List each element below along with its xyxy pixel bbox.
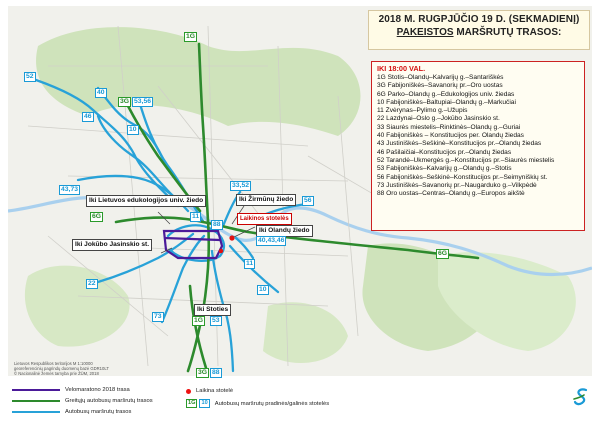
route-item: 73 Justiniškės–Savanorių pr.–Naugarduko g.–Vilkpėdė bbox=[377, 181, 537, 189]
badge-52: 52 bbox=[26, 73, 34, 80]
badge-1g-south: 1G bbox=[194, 317, 204, 324]
route-list bbox=[377, 74, 579, 198]
legend-velomaratonas-label: Velomaratono 2018 trasa bbox=[65, 387, 130, 393]
logo-icon bbox=[572, 386, 592, 408]
route-item: 33 Šiaurės miestelis–Rinktinės–Olandų g.–Guriai bbox=[377, 123, 521, 131]
badge-3g: 3G bbox=[120, 98, 130, 105]
callout-zirmunu: Iki Žirmūnų žiedo bbox=[236, 194, 296, 206]
route-item: 43 Justiniškės–Šeškinė–Konstitucijos pr.–Olandų žiedas bbox=[377, 140, 542, 148]
badge-88-center: 88 bbox=[213, 221, 221, 228]
callout-laikinos: Laikinos stotelės bbox=[237, 213, 292, 225]
legend-greitieji bbox=[12, 398, 153, 404]
badge-22: 22 bbox=[88, 280, 96, 287]
route-item: 11 Žvėrynas–Pylimo g.–Užupis bbox=[377, 107, 468, 115]
badge-53: 53 bbox=[212, 317, 220, 324]
route-item: 6G Parko–Olandų g.–Edukologijos univ. žiedas bbox=[377, 90, 515, 98]
route-item: 88 Oro uostas–Centras–Olandų g.–Europos aikštė bbox=[377, 190, 525, 198]
badge-11: 11 bbox=[246, 260, 254, 267]
legend-pradines-label: Autobusų maršrutų pradinės/galinės stotelės bbox=[214, 400, 330, 407]
badge-73: 73 bbox=[154, 313, 162, 320]
legend-laikina-label: Laikina stotelė bbox=[196, 388, 234, 394]
routes-panel bbox=[371, 61, 585, 231]
badge-33-52: 33,52 bbox=[232, 182, 250, 189]
route-item: 56 Fabijoniškės–Šeškinė–Konstitucijos pr.–Šeimyniškių st. bbox=[377, 173, 548, 181]
badge-1g: 1G bbox=[186, 33, 196, 40]
route-item: 22 Lazdynai–Oslo g.–Jokūbo Jasinskio st. bbox=[377, 115, 500, 123]
badge-56: 56 bbox=[304, 197, 312, 204]
legend-badge-blue: 10 bbox=[201, 400, 208, 406]
legend-autobusu bbox=[12, 409, 131, 415]
credit-line: georeferencinių pagrindų duomenų bazė GDR10LT bbox=[14, 365, 109, 371]
badge-10-south: 10 bbox=[259, 286, 267, 293]
title-date: 2018 M. RUGPJŪČIO 19 D. (SEKMADIENĮ) bbox=[378, 14, 580, 25]
badge-40: 40 bbox=[97, 89, 105, 96]
routes-header: IKI 18:00 VAL. bbox=[377, 64, 426, 73]
title-underlined-word: PAKEISTOS bbox=[396, 27, 454, 38]
badge-43-73: 43,73 bbox=[61, 186, 79, 193]
legend-pradines bbox=[186, 399, 329, 408]
callout-stoties: Iki Stoties bbox=[194, 304, 231, 316]
badge-3g-south: 3G bbox=[198, 369, 208, 376]
legend-autobusu-label: Autobusų maršrutų trasos bbox=[65, 409, 132, 415]
legend-velomaratonas bbox=[12, 387, 130, 393]
badge-40-43-46: 40,43,46 bbox=[258, 237, 285, 244]
route-item: 10 Fabijoniškės–Baltupiai–Olandų g.–Markučiai bbox=[377, 98, 516, 106]
callout-edukologijos: Iki Lietuvos edukologijos univ. žiedo bbox=[86, 195, 206, 207]
route-item: 46 Pašilaičiai–Konstitucijos pr.–Olandų žiedas bbox=[377, 148, 512, 156]
route-item: 3G Fabijoniškės–Savanorių pr.–Oro uostas bbox=[377, 82, 503, 90]
route-item: 52 Tarandė–Ukmergės g.–Konstitucijos pr.–Šiaurės miestelis bbox=[377, 156, 555, 164]
credit-line: © Nacionalinė žemės tarnyba prie ŽŪM, 2018 bbox=[14, 370, 99, 376]
badge-46: 46 bbox=[84, 113, 92, 120]
legend-swatch-purple bbox=[12, 389, 60, 392]
legend-swatch-blue bbox=[12, 411, 60, 414]
badge-11-center: 11 bbox=[192, 213, 200, 220]
title-box bbox=[368, 10, 590, 50]
badge-10: 10 bbox=[129, 126, 137, 133]
legend-swatch-green bbox=[12, 400, 60, 403]
badge-6g-right: 6G bbox=[438, 250, 448, 257]
legend-greitieji-label: Greitųjų autobusų maršrutų trasos bbox=[65, 398, 153, 404]
route-item: 1G Stotis–Olandų–Kalvarijų g.–Santariškės bbox=[377, 74, 504, 81]
route-item: 53 Fabijoniškės–Kalvarijų g.–Olandų g.–Stotis bbox=[377, 165, 512, 173]
legend-red-dot bbox=[186, 389, 191, 394]
title-rest: MARŠRUTŲ TRASOS: bbox=[453, 27, 562, 38]
map-credits bbox=[14, 362, 109, 376]
badge-6g-left: 6G bbox=[92, 213, 102, 220]
legend bbox=[0, 384, 600, 424]
legend-badge-green: 1G bbox=[188, 400, 196, 406]
legend-laikina bbox=[186, 388, 233, 394]
badge-88-south: 88 bbox=[212, 369, 220, 376]
credit-line: Lietuvos Respublikos teritorijos M 1:10000 bbox=[14, 361, 93, 366]
route-item: 40 Fabijoniškės – Konstitucijos per. Olandų žiedas bbox=[377, 132, 524, 140]
badge-53-56: 53,56 bbox=[134, 98, 152, 105]
temporary-stop bbox=[229, 235, 234, 240]
temporary-stop bbox=[219, 249, 223, 253]
title-subtitle bbox=[373, 27, 585, 38]
callout-jasinskio: Iki Jokūbo Jasinskio st. bbox=[72, 239, 152, 251]
callout-olandu: Iki Olandų žiedo bbox=[256, 225, 313, 237]
